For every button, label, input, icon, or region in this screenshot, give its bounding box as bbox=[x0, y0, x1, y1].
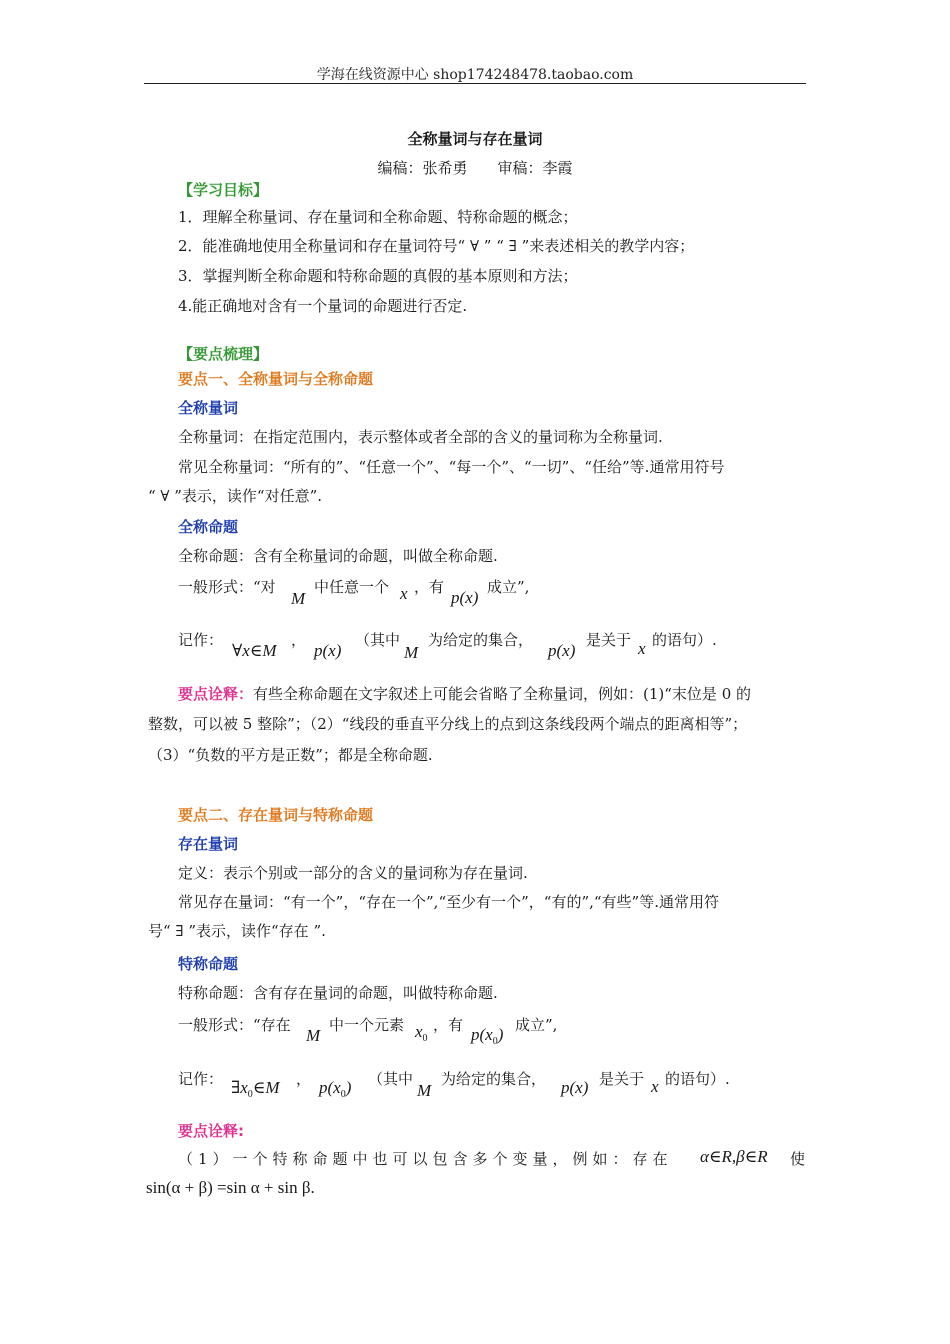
point1-proposition-def: 全称命题：含有全称量词的命题，叫做全称命题. bbox=[178, 547, 498, 565]
exists-subscript: 0 bbox=[247, 1089, 253, 1100]
point1-remark-line-3: （3）“负数的平方是正数”；都是全称命题. bbox=[148, 746, 433, 764]
point1-note-a: 记作： bbox=[178, 631, 224, 649]
predicate-px0 bbox=[319, 1078, 351, 1100]
point2-example-b: 使 bbox=[790, 1150, 806, 1168]
point1-subheading-quantifier: 全称量词 bbox=[178, 399, 239, 417]
point2-form-a: 一般形式：“存在 bbox=[178, 1016, 291, 1034]
variable-x: x bbox=[400, 584, 408, 603]
exists-expression bbox=[231, 1078, 280, 1100]
variable-x0 bbox=[415, 1022, 428, 1044]
page-header: 学海在线资源中心 shop174248478.taobao.com bbox=[316, 67, 634, 83]
objective-item-3: 3．掌握判断全称命题和特称命题的真假的基本原则和方法； bbox=[178, 267, 578, 285]
set-m-symbol: M bbox=[291, 589, 306, 608]
predicate-px: p(x) bbox=[314, 641, 342, 660]
predicate-px: p(x) bbox=[548, 641, 576, 660]
point1-remark-line-1 bbox=[178, 684, 751, 704]
header-rule bbox=[144, 83, 806, 84]
point1-form-b: 中任意一个 bbox=[314, 578, 390, 596]
objective-item-1: 1．理解全称量词、存在量词和全称命题、特称命题的概念； bbox=[178, 208, 578, 226]
px0-open: p(x bbox=[471, 1025, 493, 1044]
sine-equation bbox=[146, 1178, 315, 1198]
point2-subheading-proposition: 特称命题 bbox=[178, 955, 239, 973]
key-points-heading: 【要点梳理】 bbox=[178, 345, 269, 363]
predicate-px: p(x) bbox=[451, 588, 479, 607]
point1-common-b: “ ∀ ”表示，读作“对任意”. bbox=[148, 487, 323, 505]
variable-x: x bbox=[651, 1077, 659, 1096]
point2-form-b: 中一个元素 bbox=[329, 1016, 405, 1034]
point2-common-b: 号“ ∃ ”表示，读作“存在 ”. bbox=[148, 922, 326, 940]
set-m-symbol: M bbox=[306, 1026, 321, 1045]
point2-remark-label: 要点诠释: bbox=[178, 1122, 244, 1140]
px0-close: ) bbox=[497, 1025, 504, 1044]
predicate-px0 bbox=[471, 1025, 503, 1047]
point1-note-b: ， bbox=[291, 631, 307, 649]
point1-form-d: 成立”, bbox=[487, 578, 530, 596]
point1-form-a: 一般形式：“对 bbox=[178, 578, 276, 596]
point1-remark-line-2: 整数，可以被 5 整除”；（2）“线段的垂直平分线上的点到这条线段两个端点的距离相等”； bbox=[148, 715, 748, 733]
objective-item-2: 2．能准确地使用全称量词和存在量词符号“ ∀ ” “ ∃ ”来表述相关的教学内容； bbox=[178, 237, 695, 255]
sine-equation-period: . bbox=[310, 1178, 315, 1197]
remark-text: 有些全称命题在文字叙述上可能会省略了全称量词，例如：(1)“末位是 0 的 bbox=[253, 685, 752, 703]
point2-note-e: 是关于 bbox=[599, 1070, 645, 1088]
exists-symbol: ∃x bbox=[231, 1078, 248, 1097]
x0-subscript: 0 bbox=[422, 1033, 428, 1044]
point1-note-c: （其中 bbox=[355, 631, 401, 649]
document-editors: 编稿：张希勇 审稿：李霞 bbox=[377, 159, 573, 177]
point1-definition: 全称量词：在指定范围内，表示整体或者全部的含义的量词称为全称量词. bbox=[178, 428, 663, 446]
predicate-px: p(x) bbox=[561, 1078, 589, 1097]
point1-note-f: 的语句）. bbox=[652, 631, 717, 649]
set-m-symbol: M bbox=[404, 643, 419, 662]
point1-heading: 要点一、全称量词与全称命题 bbox=[178, 370, 374, 388]
objective-item-4: 4.能正确地对含有一个量词的命题进行否定. bbox=[178, 297, 468, 315]
document-title: 全称量词与存在量词 bbox=[407, 130, 543, 148]
point1-note-e: 是关于 bbox=[586, 631, 632, 649]
point1-form-c: ，有 bbox=[414, 578, 445, 596]
x0-base: x bbox=[415, 1022, 423, 1041]
alpha-beta-expression: α∈R,β∈R bbox=[700, 1147, 768, 1166]
sine-equation-text: sin(α + β) =sin α + sin β bbox=[146, 1178, 311, 1197]
point2-form-d: 成立”, bbox=[515, 1016, 558, 1034]
set-m-symbol: M bbox=[417, 1081, 432, 1100]
point2-subheading-quantifier: 存在量词 bbox=[178, 835, 239, 853]
point2-note-b: ， bbox=[296, 1070, 312, 1088]
point2-note-a: 记作： bbox=[178, 1070, 224, 1088]
point2-proposition-def: 特称命题：含有存在量词的命题，叫做特称命题. bbox=[178, 984, 498, 1002]
px0-close: ) bbox=[345, 1078, 352, 1097]
point1-common-a: 常见全称量词：“所有的”、“任意一个”、“每一个”、“一切”、“任给”等.通常用符号 bbox=[178, 458, 725, 476]
objectives-heading: 【学习目标】 bbox=[178, 181, 269, 199]
point2-definition: 定义：表示个别或一部分的含义的量词称为存在量词. bbox=[178, 864, 528, 882]
point2-note-d: 为给定的集合， bbox=[441, 1070, 547, 1088]
point2-heading: 要点二、存在量词与特称命题 bbox=[178, 806, 374, 824]
point1-subheading-proposition: 全称命题 bbox=[178, 518, 239, 536]
point2-note-c: （其中 bbox=[368, 1070, 414, 1088]
remark-label: 要点诠释： bbox=[178, 685, 254, 703]
point2-example-a: （1）一个特称命题中也可以包含多个变量，例如：存在 bbox=[178, 1150, 673, 1168]
point2-form-c: ，有 bbox=[433, 1016, 464, 1034]
point1-note-d: 为给定的集合， bbox=[428, 631, 534, 649]
point2-note-f: 的语句）. bbox=[665, 1070, 730, 1088]
px0-subscript: 0 bbox=[492, 1036, 498, 1047]
variable-x: x bbox=[638, 639, 646, 658]
exists-membership: ∈M bbox=[252, 1078, 280, 1097]
forall-expression: ∀x∈M bbox=[232, 641, 277, 660]
px0-open: p(x bbox=[319, 1078, 341, 1097]
point2-common-a: 常见存在量词：“有一个”，“存在一个”,“至少有一个”，“有的”,“有些”等.通常用符 bbox=[178, 893, 719, 911]
px0-subscript: 0 bbox=[340, 1089, 346, 1100]
